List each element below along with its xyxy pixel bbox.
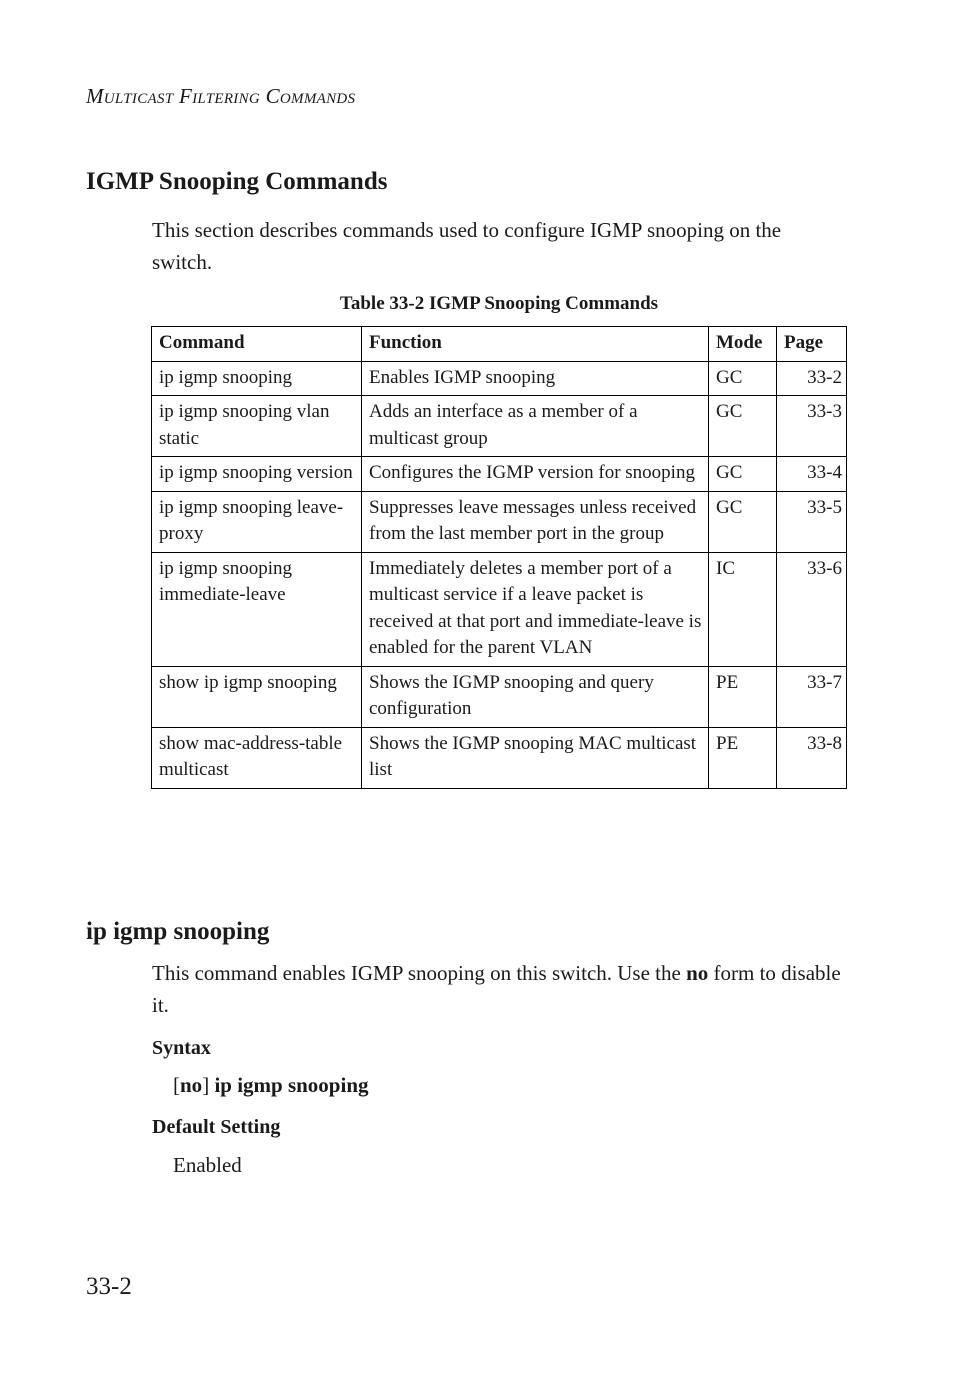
no-keyword: no <box>686 961 709 985</box>
function-cell: Enables IGMP snooping <box>362 361 709 396</box>
table-row <box>152 396 847 457</box>
description-text: This command enables IGMP snooping on this switch. Use the <box>152 961 687 985</box>
syntax-line <box>173 1073 369 1098</box>
page-cell: 33-7 <box>777 666 847 727</box>
table-row <box>152 457 847 492</box>
table-row <box>152 361 847 396</box>
running-header: Multicast Filtering Commands <box>86 84 356 108</box>
function-cell: Configures the IGMP version for snooping <box>362 457 709 492</box>
table-caption: Table 33-2 IGMP Snooping Commands <box>339 293 659 314</box>
command-description <box>152 957 842 1021</box>
function-cell: Adds an interface as a member of a multicast group <box>362 396 709 457</box>
page-cell: 33-2 <box>777 361 847 396</box>
table-row <box>152 491 847 552</box>
page-cell: 33-5 <box>777 491 847 552</box>
function-cell: Immediately deletes a member port of a multicast service if a leave packet is received at that port and immediate-leave is enabled for the parent VLAN <box>362 552 709 666</box>
column-header-mode: Mode <box>709 327 777 362</box>
syntax-label: Syntax <box>152 1037 211 1059</box>
command-cell: ip igmp snooping vlan static <box>152 396 362 457</box>
page-cell: 33-6 <box>777 552 847 666</box>
function-cell: Shows the IGMP snooping MAC multicast list <box>362 727 709 788</box>
command-cell: show ip igmp snooping <box>152 666 362 727</box>
table-row <box>152 727 847 788</box>
section-title: IGMP Snooping Commands <box>86 168 388 195</box>
mode-cell: PE <box>709 666 777 727</box>
syntax-bracket: ] <box>202 1073 215 1097</box>
igmp-commands-table <box>151 326 847 789</box>
syntax-command: ip igmp snooping <box>214 1073 369 1097</box>
column-header-page: Page <box>777 327 847 362</box>
command-cell: ip igmp snooping immediate-leave <box>152 552 362 666</box>
column-header-function: Function <box>362 327 709 362</box>
description-text: form to disable it. <box>152 961 841 1017</box>
default-setting-value: Enabled <box>173 1153 242 1177</box>
function-cell: Shows the IGMP snooping and query configuration <box>362 666 709 727</box>
mode-cell: IC <box>709 552 777 666</box>
mode-cell: GC <box>709 491 777 552</box>
table-header-row <box>152 327 847 362</box>
command-cell: ip igmp snooping <box>152 361 362 396</box>
column-header-command: Command <box>152 327 362 362</box>
page-cell: 33-3 <box>777 396 847 457</box>
command-cell: show mac-address-table multicast <box>152 727 362 788</box>
mode-cell: GC <box>709 361 777 396</box>
syntax-bracket: [ <box>173 1073 180 1097</box>
mode-cell: PE <box>709 727 777 788</box>
command-cell: ip igmp snooping leave-proxy <box>152 491 362 552</box>
table-row <box>152 666 847 727</box>
syntax-no-keyword: no <box>180 1073 203 1097</box>
default-setting-label: Default Setting <box>152 1116 281 1138</box>
mode-cell: GC <box>709 457 777 492</box>
section-intro: This section describes commands used to configure IGMP snooping on the switch. <box>152 218 782 274</box>
page-number: 33-2 <box>86 1273 132 1300</box>
page-cell: 33-8 <box>777 727 847 788</box>
table-row <box>152 552 847 666</box>
command-title: ip igmp snooping <box>86 918 270 945</box>
page-cell: 33-4 <box>777 457 847 492</box>
mode-cell: GC <box>709 396 777 457</box>
command-cell: ip igmp snooping version <box>152 457 362 492</box>
function-cell: Suppresses leave messages unless received from the last member port in the group <box>362 491 709 552</box>
